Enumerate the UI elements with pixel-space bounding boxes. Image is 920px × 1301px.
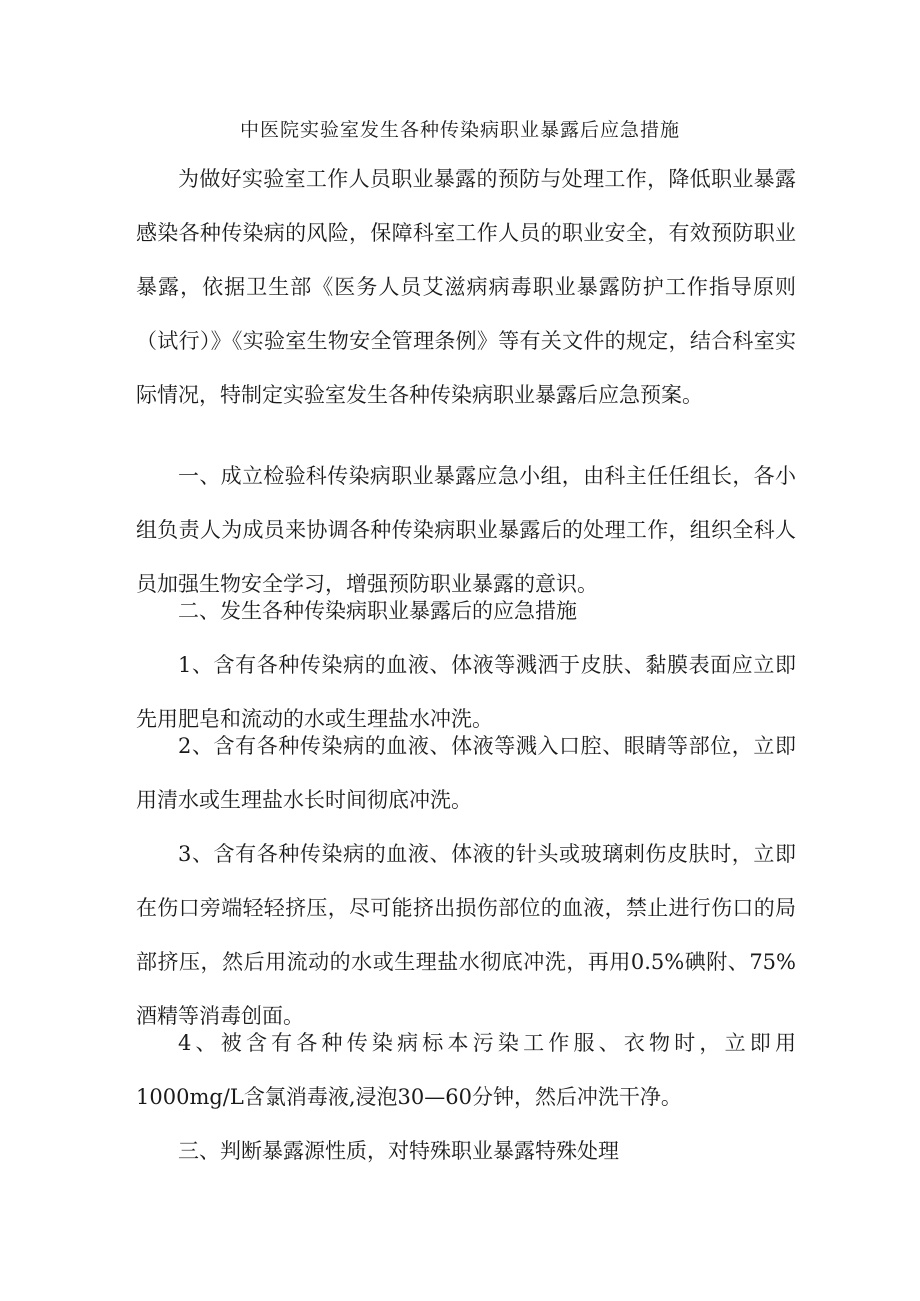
document-title: 中医院实验室发生各种传染病职业暴露后应急措施: [239, 119, 680, 141]
section-two-heading: 二、发生各种传染病职业暴露后的应急措施: [178, 599, 577, 623]
measure-item-4: 4、被含有各种传染病标本污染工作服、衣物时，立即用1000mg/L含氯消毒液,浸泡30—60分钟，然后冲洗干净。: [136, 1031, 796, 1109]
section-three-heading: 三、判断暴露源性质，对特殊职业暴露特殊处理: [178, 1139, 619, 1163]
measure-item-3: 3、含有各种传染病的血液、体液的针头或玻璃刺伤皮肤时，立即在伤口旁端轻轻挤压，尽可能挤出损伤部位的血液，禁止进行伤口的局部挤压，然后用流动的水或生理盐水彻底冲洗，再用0.5%碘附、75%酒精等消毒创面。: [136, 842, 796, 1028]
intro-paragraph: 为做好实验室工作人员职业暴露的预防与处理工作，降低职业暴露感染各种传染病的风险，保障科室工作人员的职业安全，有效预防职业暴露，依据卫生部《医务人员艾滋病病毒职业暴露防护工作指导原则（试行）》《实验室生物安全管理条例》等有关文件的规定，结合科室实际情况，特制定实验室发生各种传染病职业暴露后应急预案。: [136, 167, 796, 407]
measure-item-1: 1、含有各种传染病的血液、体液等溅洒于皮肤、黏膜表面应立即先用肥皂和流动的水或生理盐水冲洗。: [136, 653, 796, 731]
measure-item-2: 2、含有各种传染病的血液、体液等溅入口腔、眼睛等部位，立即用清水或生理盐水长时间彻底冲洗。: [136, 734, 796, 812]
section-one-paragraph: 一、成立检验科传染病职业暴露应急小组，由科主任任组长，各小组负责人为成员来协调各种传染病职业暴露后的处理工作，组织全科人员加强生物安全学习，增强预防职业暴露的意识。: [136, 464, 796, 596]
